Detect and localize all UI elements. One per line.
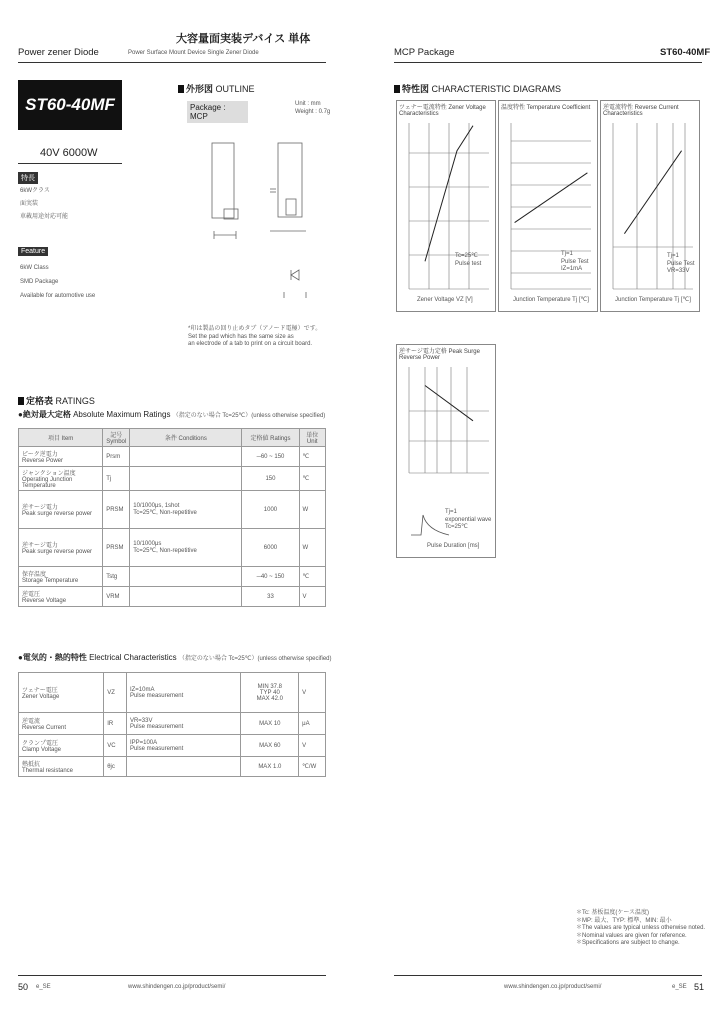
- features-jp-item: 面実装: [20, 201, 39, 207]
- footer-rule-left: [18, 975, 326, 976]
- footnote: ＊Specifications are subject to change.: [576, 940, 680, 946]
- electrical-sub-jp: 電気的・熱的特性: [22, 653, 87, 662]
- footnotes: [576, 910, 706, 948]
- jp-title: 大容量面実装デバイス 単体: [176, 33, 311, 45]
- cell-value: 150: [242, 467, 299, 491]
- cell-symbol: VZ: [104, 673, 127, 713]
- heading-square: [394, 85, 400, 93]
- features-jp-item: 車載用途対応可能: [20, 214, 69, 220]
- cell-unit: W: [299, 491, 325, 529]
- cell-item: 熱抵抗 Thermal resistance: [19, 757, 104, 777]
- chart-title: 逆サージ電力定格 Peak Surge Reverse Power: [399, 349, 480, 361]
- ratings-sub-en: Absolute Maximum Ratings: [73, 410, 171, 419]
- package-outline-drawing: [190, 125, 330, 310]
- package-tab: [286, 199, 296, 215]
- cell-cond: [130, 467, 242, 491]
- cell-symbol: Prsm: [103, 447, 130, 467]
- pulse-waveform: [411, 515, 449, 535]
- cell-unit: μA: [299, 713, 326, 735]
- cell-cond: [126, 757, 241, 777]
- cell-item: ツェナー電圧 Zener Voltage: [19, 673, 104, 713]
- legend-entry: Pulse Test: [561, 258, 589, 265]
- cell-item: 保存温度 Storage Temperature: [19, 567, 103, 587]
- chart-legend: [561, 251, 589, 274]
- series-line-PRSM: [425, 386, 473, 421]
- cell-cond: IZ=10mA Pulse measurement: [126, 673, 241, 713]
- cell-item: クランプ電圧 Clamp Voltage: [19, 735, 104, 757]
- table-row: [19, 713, 326, 735]
- outline-note-line: Set the pad which has the same size as: [188, 333, 294, 340]
- footer-rule-right: [394, 975, 702, 976]
- cell-symbol: θjc: [104, 757, 127, 777]
- cell-unit: V: [299, 735, 326, 757]
- header-center-label: MCP Package: [394, 47, 455, 58]
- ratings-heading: [18, 394, 95, 407]
- cell-item: 逆サージ電力 Peak surge reverse power: [19, 529, 103, 567]
- footnote: ＊Tc: 基板温度(ケース温度): [576, 910, 650, 916]
- rating-rule: [18, 163, 122, 164]
- electrical-table: [18, 672, 326, 777]
- cell-value: 33: [242, 587, 299, 607]
- features-en-item: Available for automotive use: [20, 293, 96, 299]
- header-rule-right: [394, 62, 702, 63]
- package-lead: [224, 209, 238, 219]
- features-en-item: 6kW Class: [20, 265, 49, 271]
- cell-value: MAX 1.0: [241, 757, 299, 777]
- cell-value: ─60 ~ 150: [242, 447, 299, 467]
- chart-xlabel: Junction Temperature Tj [℃]: [513, 297, 589, 303]
- features-en-label: Feature: [18, 247, 48, 256]
- cell-value: ─40 ~ 150: [242, 567, 299, 587]
- cell-value: 1000: [242, 491, 299, 529]
- cell-symbol: VRM: [103, 587, 130, 607]
- table-header: 定格値 Ratings: [242, 429, 299, 447]
- outline-note-line: *印は製品の回り止めタブ（アノード電極）です。: [188, 326, 322, 332]
- electrical-subheading: [18, 652, 332, 664]
- table-row: [19, 447, 326, 467]
- footer-url-right[interactable]: www.shindengen.co.jp/product/semi/: [504, 984, 602, 990]
- table-header: 項目 Item: [19, 429, 103, 447]
- cell-cond: [130, 587, 242, 607]
- header-rule-left: [18, 62, 326, 63]
- ratings-sub-jp: 絶対最大定格: [22, 410, 71, 419]
- cell-symbol: VC: [104, 735, 127, 757]
- cell-unit: ℃/W: [299, 757, 326, 777]
- table-header-row: [19, 429, 326, 447]
- table-row: [19, 587, 326, 607]
- cell-cond: 10/1000μs, 1shot Tc=25℃, Non-repetitive: [130, 491, 242, 529]
- legend-entry: Pulse test: [455, 260, 482, 267]
- chart-1: [396, 100, 496, 312]
- features-jp-item: 6kWクラス: [20, 188, 50, 194]
- electrical-cond-note: （指定のない場合 Tc=25℃）(unless otherwise specified): [178, 656, 332, 662]
- outline-unit-note: Unit : mm Weight : 0.7g: [295, 101, 331, 115]
- diagrams-heading-en: CHARACTERISTIC DIAGRAMS: [431, 84, 562, 94]
- cell-symbol: Tj: [103, 467, 130, 491]
- legend-entry: Tj=1: [445, 509, 457, 515]
- table-header: 条件 Conditions: [130, 429, 242, 447]
- chart-title: 逆電流特性 Reverse Current Characteristics: [603, 105, 679, 117]
- cell-item: 逆電圧 Reverse Voltage: [19, 587, 103, 607]
- diagrams-heading: [394, 82, 561, 95]
- cell-symbol: PRSM: [103, 491, 130, 529]
- table-row: [19, 467, 326, 491]
- electrical-sub-en: Electrical Characteristics: [89, 653, 177, 662]
- package-label: Package : MCP: [187, 101, 248, 123]
- cell-item: 逆サージ電力 Peak surge reverse power: [19, 491, 103, 529]
- diagrams-heading-jp: 特性図: [402, 84, 430, 94]
- legend-entry: Tj=1: [667, 253, 679, 259]
- cell-unit: V: [299, 587, 325, 607]
- legend-entry: IZ=1mA: [561, 266, 583, 272]
- cell-symbol: IR: [104, 713, 127, 735]
- cell-unit: ℃: [299, 447, 325, 467]
- diode-symbol: [291, 270, 299, 280]
- ratings-heading-jp: 定格表: [26, 396, 54, 406]
- chart-xlabel: Zener Voltage VZ [V]: [417, 297, 473, 303]
- bullet-icon: ●: [18, 653, 23, 662]
- chart-2: [498, 100, 598, 312]
- cell-unit: V: [299, 673, 326, 713]
- legend-entry: Tc=25℃: [445, 524, 468, 530]
- features-jp-label: 特長: [18, 172, 38, 184]
- footer-url-left[interactable]: www.shindengen.co.jp/product/semi/: [128, 984, 226, 990]
- table-header: 記号 Symbol: [103, 429, 130, 447]
- cell-cond: IPP=100A Pulse measurement: [126, 735, 241, 757]
- cell-unit: ℃: [299, 467, 325, 491]
- table-row: [19, 735, 326, 757]
- cell-item: ピーク逆電力 Reverse Power: [19, 447, 103, 467]
- table-row: [19, 529, 326, 567]
- page-tag-left: e_SE: [36, 984, 51, 990]
- series-line-VZ: [515, 173, 588, 223]
- cell-cond: 10/1000μs Tc=25℃, Non-repetitive: [130, 529, 242, 567]
- header-part-number: ST60-40MF: [660, 47, 711, 58]
- outline-heading-en: OUTLINE: [215, 84, 255, 94]
- chart-title: ツェナー電流特性 Zener Voltage Characteristics: [399, 105, 486, 117]
- header-left-label: Power zener Diode: [18, 47, 99, 58]
- chart-1-svg: [397, 101, 495, 311]
- page-number-left: 50: [18, 982, 29, 992]
- table-header: 単位 Unit: [299, 429, 325, 447]
- chart-3-svg: [601, 101, 699, 311]
- chart-2-svg: [499, 101, 597, 311]
- ratings-cond-note: （指定のない場合 Tc=25℃）(unless otherwise specified): [172, 413, 326, 419]
- product-title: ST60-40MF: [25, 95, 115, 114]
- chart-legend: [667, 253, 695, 276]
- chart-3: [600, 100, 700, 312]
- package-top-view: [278, 143, 302, 217]
- chart-4-grid: [409, 367, 489, 473]
- cell-value: MAX 60: [241, 735, 299, 757]
- cell-symbol: PRSM: [103, 529, 130, 567]
- footnote: ＊Nominal values are given for reference.: [576, 932, 687, 939]
- chart-xlabel: Junction Temperature Tj [℃]: [615, 297, 691, 303]
- legend-entry: Pulse Test: [667, 260, 695, 267]
- cell-item: ジャンクション温度 Operating Junction Temperature: [19, 467, 103, 491]
- bullet-icon: ●: [18, 410, 23, 419]
- legend-entry: Tj=1: [561, 251, 573, 257]
- chart-xlabel: Pulse Duration [ms]: [427, 543, 480, 549]
- package-drawing-svg: [190, 125, 330, 310]
- chart-title: 温度特性 Temperature Coefficient: [501, 105, 591, 111]
- heading-square: [18, 397, 24, 405]
- outline-heading: [178, 82, 255, 95]
- outline-heading-jp: 外形図: [186, 84, 214, 94]
- footnote: ＊MP: 最大、TYP: 標準、MIN: 最小: [576, 917, 672, 924]
- ratings-table: [18, 428, 326, 607]
- legend-entry: exponential wave: [445, 516, 492, 523]
- outline-note: [188, 326, 328, 349]
- table-row: [19, 757, 326, 777]
- legend-entry: Tc=25℃: [455, 253, 478, 259]
- ratings-heading-en: RATINGS: [55, 396, 95, 406]
- cell-item: 逆電流 Reverse Current: [19, 713, 104, 735]
- footnote: ＊The values are typical unless otherwise noted.: [576, 925, 706, 931]
- cell-unit: W: [299, 529, 325, 567]
- chart-4: [396, 344, 496, 558]
- cell-cond: [130, 567, 242, 587]
- cell-value: MIN 37.8 TYP 40 MAX 42.0: [241, 673, 299, 713]
- cell-symbol: Tstg: [103, 567, 130, 587]
- heading-square: [178, 85, 184, 93]
- product-rating: 40V 6000W: [40, 147, 98, 159]
- cell-value: 6000: [242, 529, 299, 567]
- outline-note-line: an electrode of a tab to print on a circuit board.: [188, 341, 313, 347]
- legend-entry: VR=33V: [667, 268, 690, 274]
- package-side-view: [212, 143, 234, 218]
- header-left-sub: Power Surface Mount Device Single Zener Diode: [128, 50, 259, 56]
- cell-unit: ℃: [299, 567, 325, 587]
- page-number-right: 51: [694, 982, 705, 992]
- table-row: [19, 491, 326, 529]
- cell-cond: VR=33V Pulse measurement: [126, 713, 241, 735]
- chart-legend: [455, 253, 481, 268]
- table-row: [19, 567, 326, 587]
- cell-value: MAX 10: [241, 713, 299, 735]
- ratings-subheading: [18, 409, 325, 421]
- table-row: [19, 673, 326, 713]
- features-en-item: SMD Package: [20, 279, 59, 285]
- cell-cond: [130, 447, 242, 467]
- chart-legend: [445, 509, 491, 532]
- page-tag-right: e_SE: [672, 984, 687, 990]
